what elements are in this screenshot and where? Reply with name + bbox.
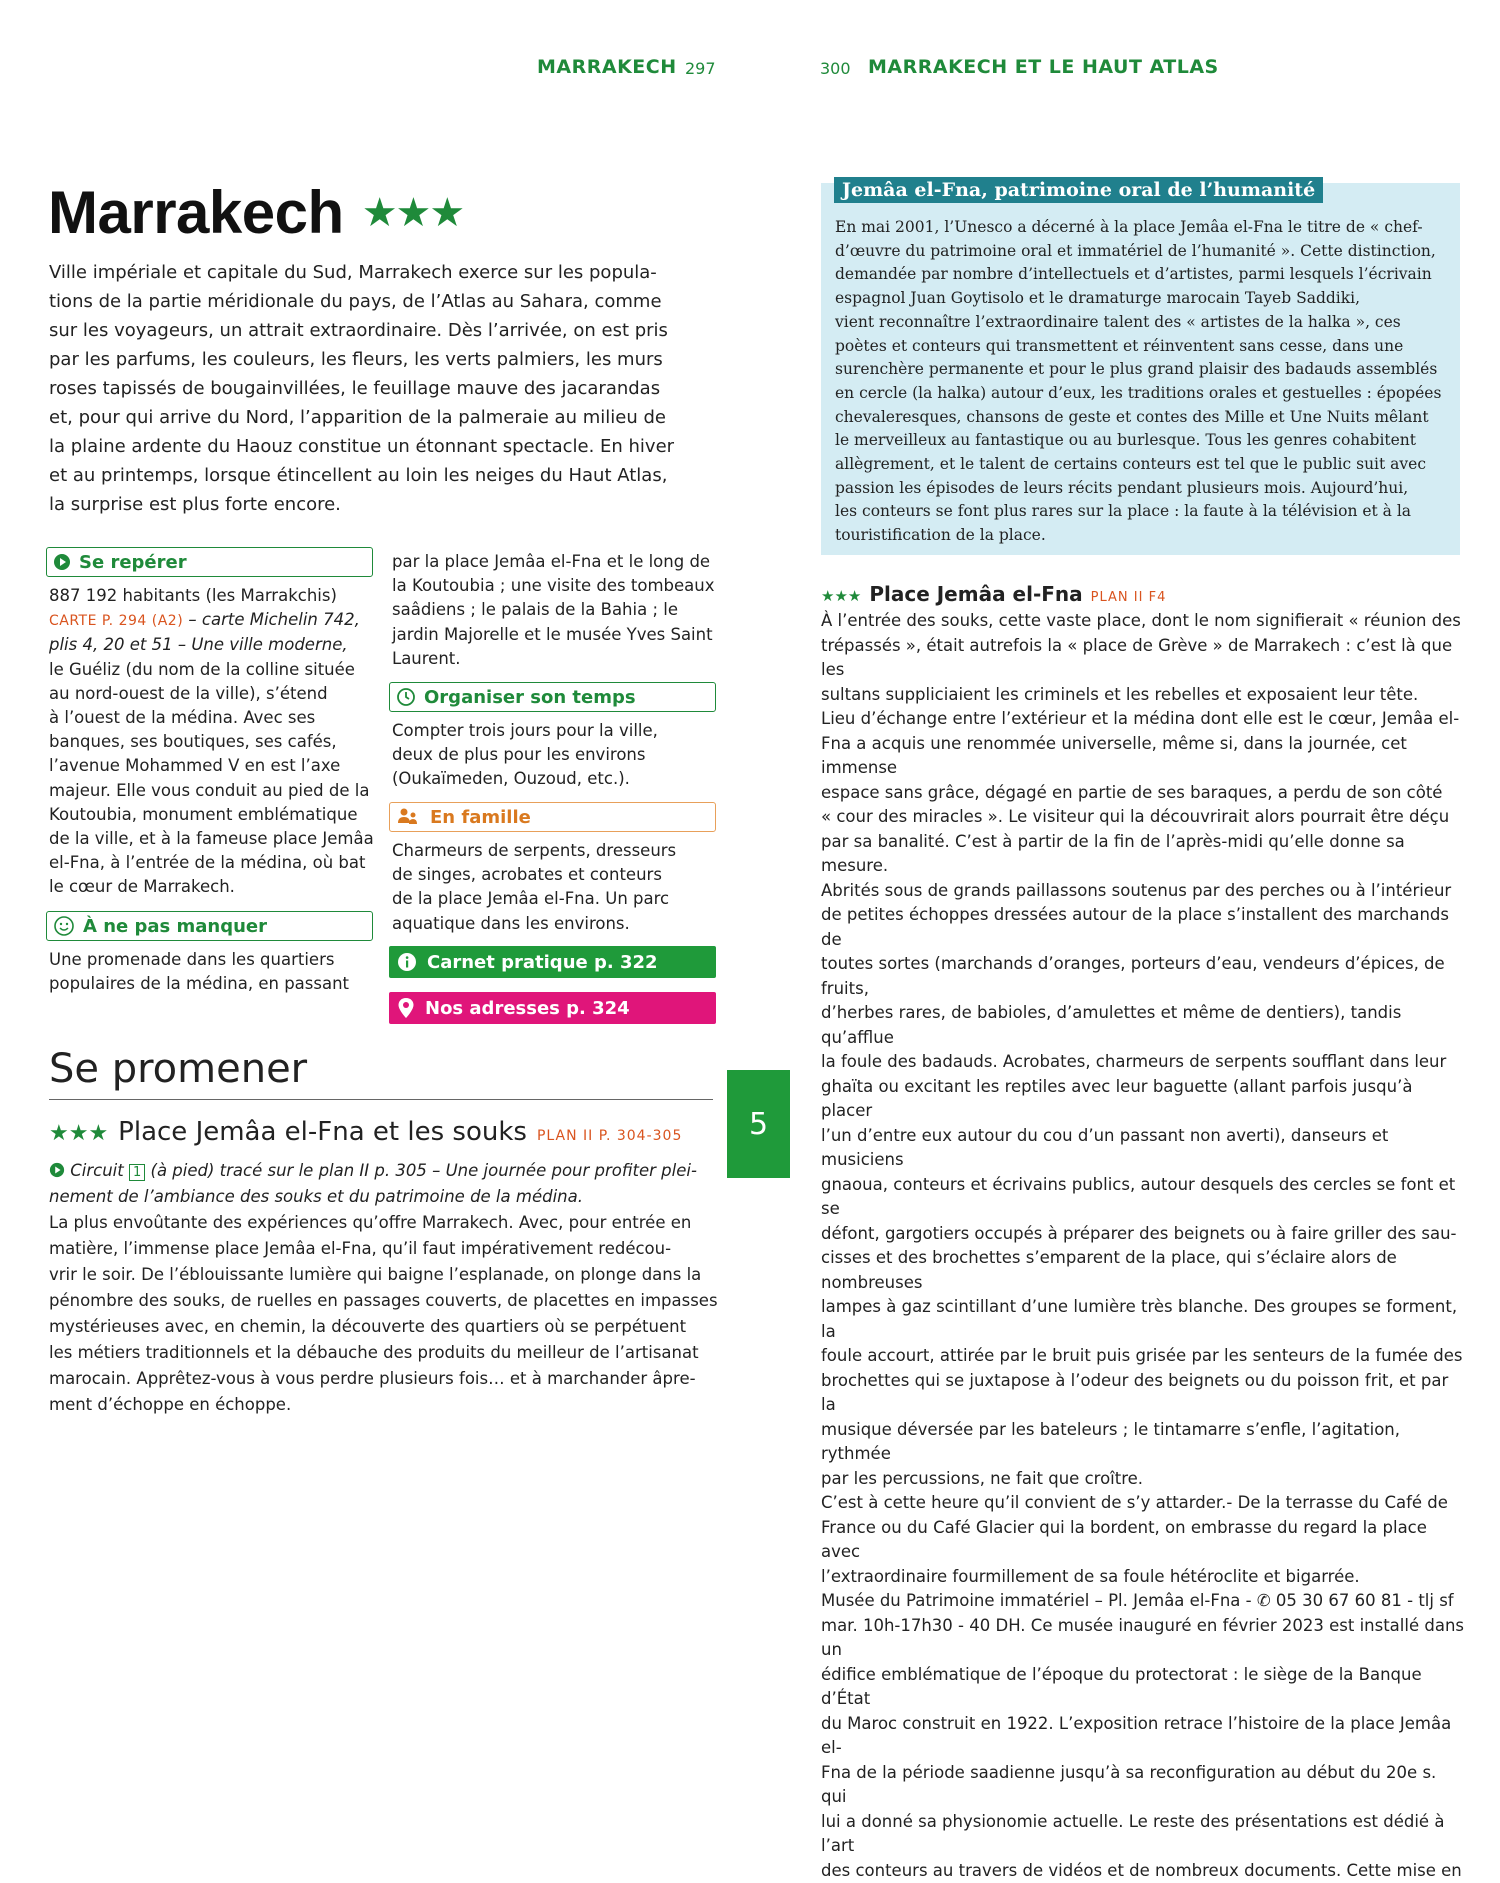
carte-line (49, 608, 374, 633)
text-line: la Koutoubia ; une visite des tombeaux (392, 574, 722, 598)
text-line: de la place Jemâa el-Fna. Un parc (392, 887, 722, 911)
text-line: jardin Majorelle et le musée Yves Saint (392, 623, 722, 647)
a-ne-pas-manquer-header (46, 911, 373, 941)
text-line: foule accourt, attirée par le bruit puis grisée par les senteurs de la fumée des (821, 1344, 1466, 1369)
play-circle-icon (53, 553, 71, 571)
text-line: le Guéliz (du nom de la colline située (49, 658, 374, 682)
organiser-header (389, 682, 716, 712)
text-line: En mai 2001, l’Unesco a décerné à la place Jemâa el-Fna le titre de « chef- (835, 216, 1457, 240)
text-line: de petites échoppes dressées autour de la place s’installent des marchands de (821, 903, 1466, 952)
text-line: marocain. Apprêtez-vous à vous perdre plusieurs fois… et à marchander âpre- (49, 1366, 719, 1392)
text-line: édifice emblématique de l’époque du protectorat : le siège de la Banque d’État (821, 1663, 1466, 1712)
text-line: À l’entrée des souks, cette vaste place, dont le nom signifierait « réunion des (821, 609, 1466, 634)
intro-line: et, pour qui arrive du Nord, l’apparition de la palmeraie au milieu de (49, 403, 719, 432)
circuit-number-badge: 1 (129, 1164, 145, 1181)
population-text: 887 192 habitants (les Marrakchis) (49, 584, 374, 608)
intro-paragraph (49, 258, 719, 519)
text-line: populaires de la médina, en passant (49, 972, 379, 996)
col2-continuation (392, 550, 722, 671)
text-line: Charmeurs de serpents, dresseurs (392, 839, 722, 863)
intro-line: roses tapissés de bougainvillées, le feuillage mauve des jacarandas (49, 374, 719, 403)
section-title-se-promener: Se promener (49, 1046, 307, 1092)
star-rating-icon: ★★★ (362, 190, 464, 236)
text-line: par sa banalité. C’est à partir de la fin de l’après-midi qu’elle donne sa mesure. (821, 830, 1466, 879)
family-icon (396, 807, 422, 827)
nos-adresses-label: Nos adresses p. 324 (425, 998, 630, 1019)
h3-place-jemaa (821, 582, 1166, 606)
text-line: mystérieuses avec, en chemin, la découverte des quartiers où se perpétuent (49, 1314, 719, 1340)
h3-title: Place Jemâa el-Fna et les souks (118, 1117, 527, 1147)
text-line: espace sans grâce, dégagé en partie de ses baraques, a perdu de son côté (821, 781, 1466, 806)
text-line: majeur. Elle vous conduit au pied de la (49, 779, 374, 803)
intro-line: la surprise est plus forte encore. (49, 490, 719, 519)
text-line: lampes à gaz scintillant d’une lumière très blanche. Des groupes se forment, la (821, 1295, 1466, 1344)
text-line: l’avenue Mohammed V en est l’axe (49, 754, 374, 778)
text-line: plis 4, 20 et 51 – Une ville moderne, (49, 633, 374, 657)
text-line: Compter trois jours pour la ville, (392, 719, 722, 743)
text-line: banques, ses boutiques, ses cafés, (49, 730, 374, 754)
text-line: les métiers traditionnels et la débauche des produits du meilleur de l’artisanat (49, 1340, 719, 1366)
text-line: surenchère permanente et pour le plus grand plaisir des badauds assemblés (835, 358, 1457, 382)
text-line: Abrités sous de grands paillassons soutenus par des perches ou à l’intérieur (821, 879, 1466, 904)
text-line: du Maroc construit en 1922. L’exposition retrace l’histoire de la place Jemâa el- (821, 1712, 1466, 1761)
organiser-body (392, 719, 722, 792)
text-line: France ou du Café Glacier qui la bordent, on embrasse du regard la place avec (821, 1516, 1466, 1565)
title-block (48, 178, 463, 247)
text-line: des conteurs au travers de vidéos et de nombreux documents. Cette mise en (821, 1859, 1466, 1883)
text-line: Lieu d’échange entre l’extérieur et la médina dont elle est le cœur, Jemâa el- (821, 707, 1466, 732)
en-famille-header (389, 802, 716, 832)
play-circle-icon (49, 1162, 65, 1178)
plan-ref[interactable]: PLAN II P. 304-305 (537, 1128, 682, 1144)
text-line: C’est à cette heure qu’il convient de s’y attarder.- De la terrasse du Café de (821, 1491, 1466, 1516)
intro-line: et au printemps, lorsque étincellent au loin les neiges du Haut Atlas, (49, 461, 719, 490)
intro-line: sur les voyageurs, un attrait extraordinaire. Dès l’arrivée, on est pris (49, 316, 719, 345)
text-line: ment d’échoppe en échoppe. (49, 1392, 719, 1418)
text-line: touristification de la place. (835, 524, 1457, 548)
carte-ref[interactable]: CARTE P. 294 (A2) (49, 613, 183, 629)
map-pin-icon (397, 997, 415, 1019)
text-line: deux de plus pour les environs (392, 743, 722, 767)
section-divider (49, 1099, 713, 1100)
promener-body (49, 1158, 719, 1418)
page-number-left: 297 (685, 59, 716, 78)
text-line: d’herbes rares, de babioles, d’amulettes et même de dentiers), tandis qu’afflue (821, 1001, 1466, 1050)
text-line: la foule des badauds. Acrobates, charmeurs de serpents soufflant dans leur (821, 1050, 1466, 1075)
text-line: mar. 10h-17h30 - 40 DH. Ce musée inauguré en février 2023 est installé dans un (821, 1614, 1466, 1663)
text-line: vrir le soir. De l’éblouissante lumière qui baigne l’esplanade, on plonge dans la (49, 1262, 719, 1288)
text-line: Fna de la période saadienne jusqu’à sa reconfiguration au début du 20e s. qui (821, 1761, 1466, 1810)
three-stars-icon: ★★★ (49, 1121, 108, 1146)
running-head-right: MARRAKECH ET LE HAUT ATLAS (868, 56, 1219, 78)
page-title: Marrakech (48, 178, 344, 247)
text-line: vient reconnaître l’extraordinaire talent des « artistes de la halka », ces (835, 311, 1457, 335)
page-number-right: 300 (820, 59, 851, 78)
text-line: Laurent. (392, 647, 722, 671)
text-line: demandée par nombre d’intellectuels et d’artistes, parmi lesquels l’écrivain (835, 263, 1457, 287)
text-line: Fna a acquis une renommée universelle, même si, dans la journée, cet immense (821, 732, 1466, 781)
text-line: en cercle (la halka) autour d’eux, les traditions orales et gestuelles : épopées (835, 382, 1457, 406)
text-line: saâdiens ; le palais de la Bahia ; le (392, 598, 722, 622)
text-line: passion les épisodes de leurs récits pendant plusieurs mois. Aujourd’hui, (835, 477, 1457, 501)
circuit-label: Circuit (70, 1161, 123, 1180)
clock-icon (396, 687, 416, 707)
en-famille-title: En famille (430, 807, 531, 828)
en-famille-body (392, 839, 722, 936)
text-line: « cour des miracles ». Le visiteur qui la découvrirait alors pourrait être déçu (821, 805, 1466, 830)
text-line: l’un d’entre eux autour du cou d’un passant non averti), danseurs et musiciens (821, 1124, 1466, 1173)
text-line: (Oukaïmeden, Ouzoud, etc.). (392, 767, 722, 791)
text-line: ghaïta ou excitant les reptiles avec leur baguette (allant parfois jusqu’à placer (821, 1075, 1466, 1124)
text-line: sultans suppliciaient les criminels et les rebelles et exposaient leur tête. (821, 683, 1466, 708)
plan-ref[interactable]: PLAN II F4 (1091, 590, 1167, 605)
text-line: chevaleresques, chansons de geste et contes des Mille et Une Nuits mêlant (835, 406, 1457, 430)
a-ne-pas-manquer-body (49, 948, 379, 996)
text-line: aquatique dans les environs. (392, 912, 722, 936)
circuit-text: nement de l’ambiance des souks et du patrimoine de la médina. (49, 1184, 719, 1210)
three-stars-icon: ★★★ (821, 587, 861, 605)
text-line: au nord-ouest de la ville), s’étend (49, 682, 374, 706)
unesco-box-body (835, 216, 1457, 548)
unesco-box-title: Jemâa el-Fna, patrimoine oral de l’humanité (834, 177, 1323, 203)
se-reperer-title: Se repérer (79, 552, 187, 573)
h3-title: Place Jemâa el-Fna (869, 582, 1082, 606)
text-line: cisses et des brochettes s’emparent de la place, qui s’éclaire alors de nombreuses (821, 1246, 1466, 1295)
text-line: Musée du Patrimoine immatériel – Pl. Jemâa el-Fna - ✆ 05 30 67 60 81 - tlj sf (821, 1589, 1466, 1614)
text-line: el-Fna, à l’entrée de la médina, où bat (49, 851, 374, 875)
text-line: allègrement, et le talent de certains conteurs est tel que le public suit avec (835, 453, 1457, 477)
carnet-pratique-label: Carnet pratique p. 322 (427, 952, 658, 973)
a-ne-pas-manquer-title: À ne pas manquer (83, 916, 267, 937)
info-icon (397, 952, 417, 972)
chapter-tab[interactable]: 5 (727, 1070, 790, 1178)
place-body (821, 609, 1466, 1883)
text-line: par la place Jemâa el-Fna et le long de (392, 550, 722, 574)
text-line: de singes, acrobates et conteurs (392, 863, 722, 887)
text-line: le cœur de Marrakech. (49, 875, 374, 899)
text-line: espagnol Juan Goytisolo et le dramaturge marocain Tayeb Saddiki, (835, 287, 1457, 311)
text-line: matière, l’immense place Jemâa el-Fna, qu’il faut impérativement redécou- (49, 1236, 719, 1262)
text-line: par les percussions, ne fait que croître. (821, 1467, 1466, 1492)
text-line: toutes sortes (marchands d’oranges, porteurs d’eau, vendeurs d’épices, de fruits, (821, 952, 1466, 1001)
text-line: les conteurs se font plus rares sur la place : la faute à la télévision et à la (835, 500, 1457, 524)
text-line: poètes et conteurs qui transmettent et réinventent sans cesse, dans une (835, 335, 1457, 359)
text-line: lui a donné sa physionomie actuelle. Le reste des présentations est dédié à l’art (821, 1810, 1466, 1859)
organiser-title: Organiser son temps (424, 687, 636, 708)
text-line: – carte Michelin 742, (183, 610, 360, 629)
text-line: de la ville, et à la fameuse place Jemâa (49, 827, 374, 851)
h3-place-souks (49, 1117, 682, 1147)
text-line: le merveilleux au fantastique ou au burlesque. Tous les genres cohabitent (835, 429, 1457, 453)
text-line: pénombre des souks, de ruelles en passages couverts, de placettes en impasses (49, 1288, 719, 1314)
text-line: gnaoua, conteurs et écrivains publics, autour desquels des cercles se font et se (821, 1173, 1466, 1222)
se-reperer-body (49, 584, 374, 900)
running-head-left: MARRAKECH (537, 56, 677, 78)
text-line: trépassés », était autrefois la « place de Grève » de Marrakech : c’est là que les (821, 634, 1466, 683)
text-line: défont, gargotiers occupés à préparer des beignets ou à faire griller des sau- (821, 1222, 1466, 1247)
circuit-line (49, 1158, 719, 1184)
nos-adresses-button[interactable] (389, 992, 716, 1024)
intro-line: Ville impériale et capitale du Sud, Marrakech exerce sur les popula- (49, 258, 719, 287)
text-line: musique déversée par les bateleurs ; le tintamarre s’enfle, l’agitation, rythmée (821, 1418, 1466, 1467)
text-line: Koutoubia, monument emblématique (49, 803, 374, 827)
text-line: Une promenade dans les quartiers (49, 948, 379, 972)
intro-line: par les parfums, les couleurs, les fleurs, les verts palmiers, les murs (49, 345, 719, 374)
text-line: à l’ouest de la médina. Avec ses (49, 706, 374, 730)
carnet-pratique-button[interactable] (389, 946, 716, 978)
se-reperer-header (46, 547, 373, 577)
intro-line: la plaine ardente du Haouz constitue un étonnant spectacle. En hiver (49, 432, 719, 461)
smiley-face-icon (53, 915, 75, 937)
text-line: brochettes qui se juxtapose à l’odeur des beignets ou du poisson frit, et par la (821, 1369, 1466, 1418)
text-line: l’extraordinaire fourmillement de sa foule hétéroclite et bigarrée. (821, 1565, 1466, 1590)
text-line: La plus envoûtante des expériences qu’offre Marrakech. Avec, pour entrée en (49, 1210, 719, 1236)
circuit-text: (à pied) tracé sur le plan II p. 305 – Une journée pour profiter plei- (145, 1161, 697, 1180)
intro-line: tions de la partie méridionale du pays, de l’Atlas au Sahara, comme (49, 287, 719, 316)
text-line: d’œuvre du patrimoine oral et immatériel de l’humanité ». Cette distinction, (835, 240, 1457, 264)
